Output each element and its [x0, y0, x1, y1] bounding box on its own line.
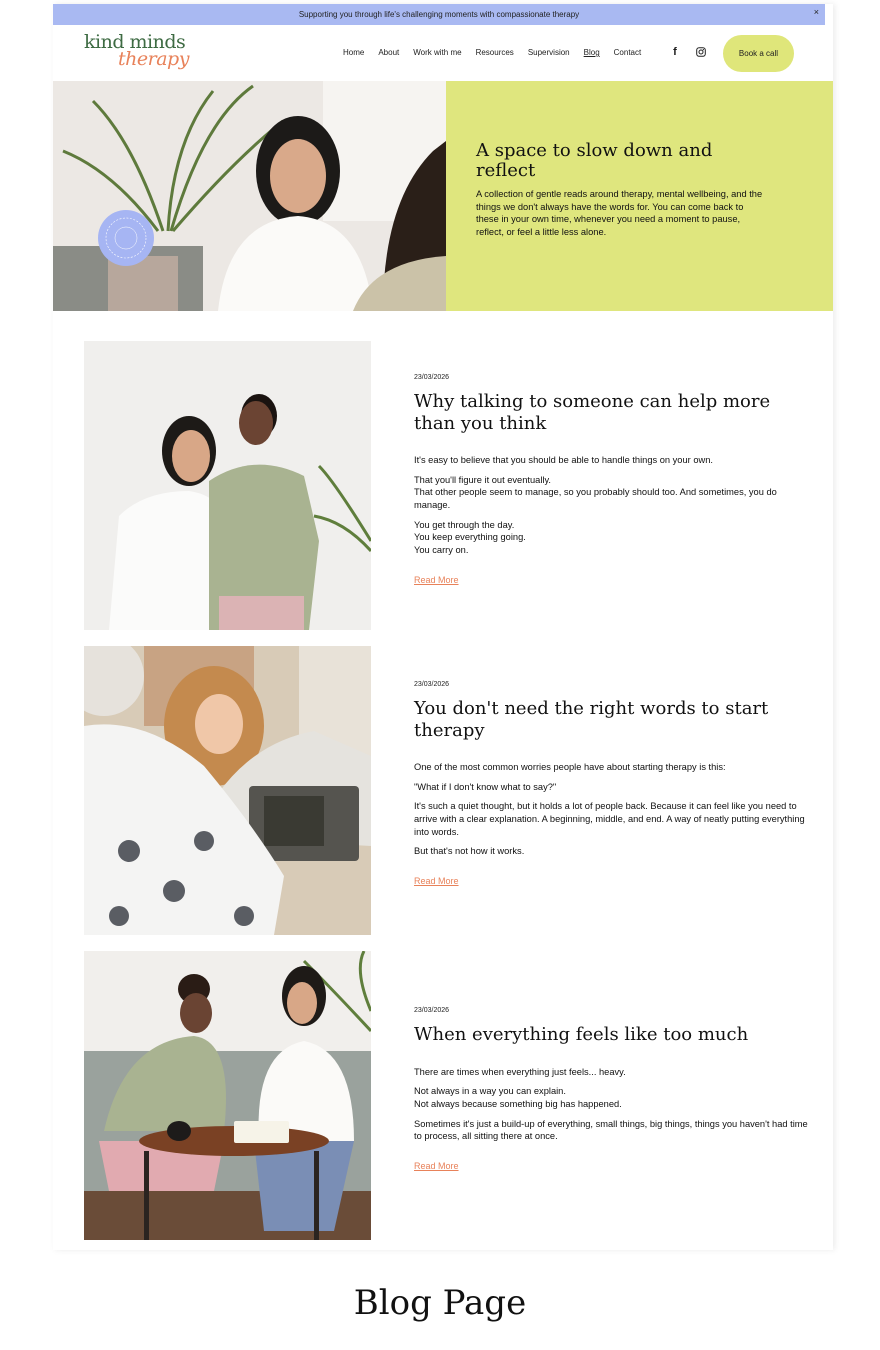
- read-more-link[interactable]: Read More: [414, 876, 459, 887]
- post-title[interactable]: Why talking to someone can help more than you think: [414, 391, 771, 434]
- nav-supervision[interactable]: Supervision: [527, 48, 570, 57]
- post-excerpt: It's such a quiet thought, but it holds a lot of people back. Because it can feel like you need to arrive with a clear explanation. A beginning, middle, and end. A way of neatly putting everything into words.: [414, 801, 805, 837]
- nav-about[interactable]: About: [378, 48, 400, 57]
- post-date: 23/03/2026: [414, 374, 450, 381]
- post-date: 23/03/2026: [414, 681, 450, 688]
- page-caption: Blog Page: [353, 1283, 527, 1323]
- post-body-2: [414, 681, 814, 889]
- nav-blog[interactable]: Blog: [583, 48, 600, 57]
- post-excerpt: It's easy to believe that you should be able to handle things on your own.: [414, 455, 713, 466]
- read-more-link[interactable]: Read More: [414, 574, 459, 585]
- close-icon[interactable]: ×: [813, 7, 819, 17]
- main-nav: [343, 48, 641, 57]
- book-call-button[interactable]: Book a call: [723, 35, 794, 72]
- logo[interactable]: [84, 31, 189, 71]
- post-image-2[interactable]: [84, 646, 371, 935]
- logo-line-2: therapy: [118, 48, 189, 71]
- hero-text: A collection of gentle reads around therapy, mental wellbeing, and the things we don't always have the words for. You can come back to these in your own time, whenever you need a moment to pause, reflect, or feel a little less alone.: [476, 189, 763, 237]
- post-excerpt: But that's not how it works.: [414, 846, 525, 857]
- post-excerpt: Sometimes it's just a build-up of everything, small things, big things, things you haven't had time to process, all sitting there at once.: [414, 1118, 808, 1142]
- nav-resources[interactable]: Resources: [475, 48, 514, 57]
- nav-work-with-me[interactable]: Work with me: [413, 48, 462, 57]
- post-excerpt: "What if I don't know what to say?": [414, 781, 557, 792]
- facebook-icon[interactable]: f: [673, 46, 677, 58]
- site-header: [53, 25, 833, 81]
- nav-contact[interactable]: Contact: [613, 48, 642, 57]
- post-excerpt: That you'll figure it out eventually. That other people seem to manage, so you probably should too. And sometimes, you do manage.: [414, 474, 777, 511]
- post-body-1: [414, 374, 814, 588]
- instagram-icon[interactable]: [694, 45, 708, 59]
- badge-stamp: [98, 210, 154, 266]
- hero-panel: [446, 81, 833, 311]
- post-excerpt: There are times when everything just feels... heavy.: [414, 1066, 626, 1077]
- read-more-link[interactable]: Read More: [414, 1160, 459, 1171]
- nav-home[interactable]: Home: [343, 48, 365, 57]
- post-date: 23/03/2026: [414, 1007, 450, 1014]
- announcement-text: Supporting you through life's challenging moments with compassionate therapy: [298, 10, 580, 19]
- post-excerpt: One of the most common worries people have about starting therapy is this:: [414, 762, 726, 773]
- announcement-bar: [53, 4, 825, 25]
- post-image-3[interactable]: [84, 951, 371, 1240]
- post-image-1[interactable]: [84, 341, 371, 630]
- post-excerpt: Not always in a way you can explain. Not always because something big has happened.: [414, 1086, 622, 1109]
- hero-image: [53, 81, 446, 311]
- post-excerpt: You get through the day. You keep everything going. You carry on.: [414, 519, 526, 556]
- post-title[interactable]: When everything feels like too much: [414, 1024, 749, 1045]
- hero-title: A space to slow down and reflect: [476, 140, 713, 181]
- post-title[interactable]: You don't need the right words to start therapy: [414, 698, 769, 741]
- post-body-3: [414, 1007, 814, 1174]
- logo-line-1: kind minds: [84, 31, 186, 53]
